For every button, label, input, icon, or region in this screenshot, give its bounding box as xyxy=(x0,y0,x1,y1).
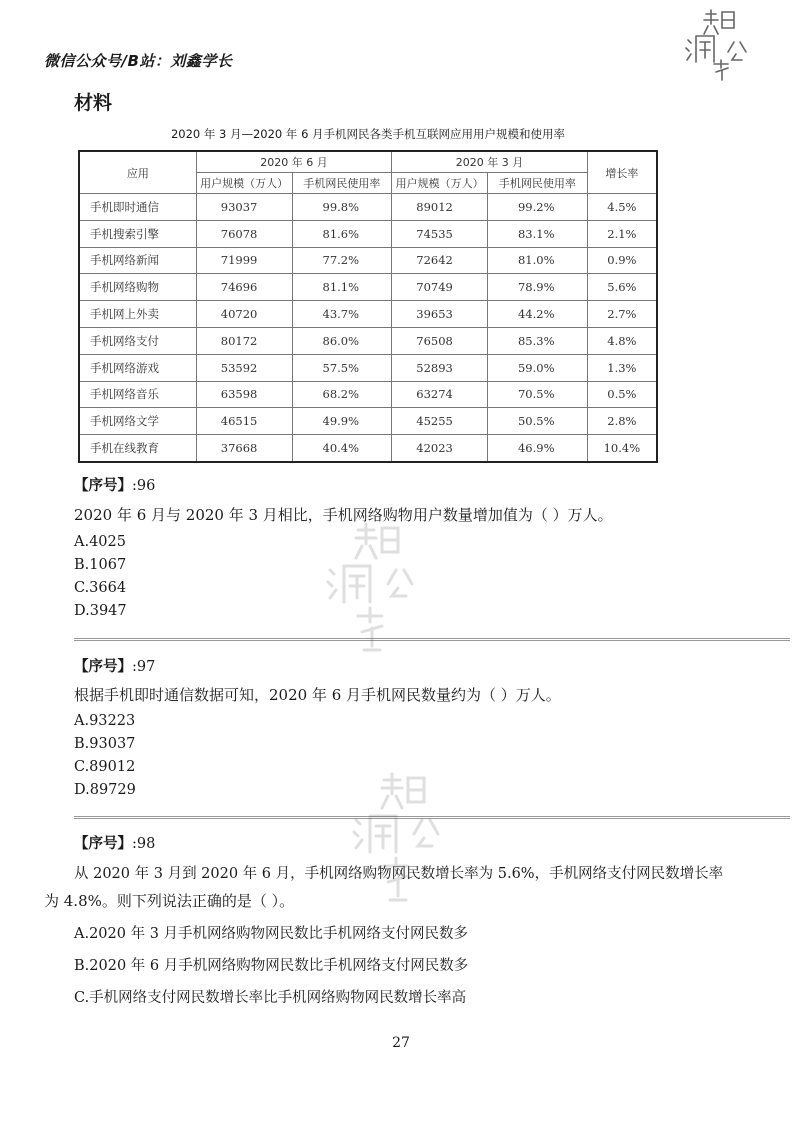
cell-mar-scale: 72642 xyxy=(392,247,488,274)
question-number: :96 xyxy=(132,478,156,494)
cell-app: 手机网络购物 xyxy=(79,274,196,301)
question-label xyxy=(74,474,155,495)
cell-jun-scale: 74696 xyxy=(196,274,292,301)
cell-mar-scale: 76508 xyxy=(392,327,488,354)
cell-app: 手机网络游戏 xyxy=(79,354,196,381)
cell-jun-rate: 77.2% xyxy=(292,247,392,274)
cell-mar-rate: 83.1% xyxy=(487,220,587,247)
cell-growth: 2.1% xyxy=(587,220,657,247)
cell-jun-rate: 57.5% xyxy=(292,354,392,381)
cell-app: 手机网络音乐 xyxy=(79,381,196,408)
cell-jun-rate: 81.6% xyxy=(292,220,392,247)
table-row xyxy=(79,408,657,435)
option-b[interactable]: B.93037 xyxy=(74,736,136,752)
question-text: 2020 年 6 月与 2020 年 3 月相比，手机网络购物用户数量增加值为（ ）万人。 xyxy=(74,506,613,524)
option-d[interactable]: D.89729 xyxy=(74,782,136,798)
option-b[interactable]: B.1067 xyxy=(74,557,127,573)
page-number: 27 xyxy=(392,1035,410,1051)
question-text-line2: 为 4.8%。则下列说法正确的是（ ）。 xyxy=(44,892,295,910)
question-text: 根据手机即时通信数据可知，2020 年 6 月手机网民数量约为（ ）万人。 xyxy=(74,686,561,704)
cell-mar-scale: 42023 xyxy=(392,435,488,462)
cell-mar-scale: 70749 xyxy=(392,274,488,301)
table-row xyxy=(79,381,657,408)
cell-jun-rate: 81.1% xyxy=(292,274,392,301)
watermark-icon xyxy=(318,520,428,670)
question-number: :97 xyxy=(132,659,156,675)
cell-jun-rate: 86.0% xyxy=(292,327,392,354)
cell-growth: 4.8% xyxy=(587,327,657,354)
cell-jun-scale: 53592 xyxy=(196,354,292,381)
cell-jun-scale: 80172 xyxy=(196,327,292,354)
cell-mar-scale: 63274 xyxy=(392,381,488,408)
option-a[interactable]: A.4025 xyxy=(74,534,126,550)
cell-jun-scale: 63598 xyxy=(196,381,292,408)
cell-growth: 4.5% xyxy=(587,194,657,221)
subheader-rate: 手机网民使用率 xyxy=(292,173,392,194)
publisher-logo xyxy=(678,6,768,82)
cell-jun-scale: 46515 xyxy=(196,408,292,435)
cell-app: 手机网络文学 xyxy=(79,408,196,435)
subheader-scale: 用户规模（万人） xyxy=(392,173,488,194)
option-a[interactable]: A.93223 xyxy=(74,713,136,729)
cell-mar-rate: 50.5% xyxy=(487,408,587,435)
header-jun-2020: 2020 年 6 月 xyxy=(196,151,391,173)
option-b[interactable]: B.2020 年 6 月手机网络购物网民数比手机网络支付网民数多 xyxy=(74,958,469,974)
cell-mar-rate: 78.9% xyxy=(487,274,587,301)
question-label-text: 【序号】 xyxy=(74,836,132,852)
cell-jun-scale: 71999 xyxy=(196,247,292,274)
cell-jun-rate: 68.2% xyxy=(292,381,392,408)
cell-jun-scale: 76078 xyxy=(196,220,292,247)
cell-mar-scale: 74535 xyxy=(392,220,488,247)
option-c[interactable]: C.89012 xyxy=(74,759,136,775)
cell-mar-scale: 39653 xyxy=(392,301,488,328)
cell-jun-rate: 43.7% xyxy=(292,301,392,328)
source-header: 微信公众号/B站：刘鑫学长 xyxy=(44,52,233,70)
cell-mar-rate: 44.2% xyxy=(487,301,587,328)
question-label-text: 【序号】 xyxy=(74,478,132,494)
cell-growth: 5.6% xyxy=(587,274,657,301)
table-row xyxy=(79,274,657,301)
table-row xyxy=(79,435,657,462)
table-row xyxy=(79,247,657,274)
cell-app: 手机搜索引擎 xyxy=(79,220,196,247)
cell-app: 手机在线教育 xyxy=(79,435,196,462)
table-row xyxy=(79,220,657,247)
cell-jun-rate: 40.4% xyxy=(292,435,392,462)
question-text-line1: 从 2020 年 3 月到 2020 年 6 月，手机网络购物网民数增长率为 5.6%，手机网络支付网民数增长率 xyxy=(74,866,724,882)
cell-jun-rate: 49.9% xyxy=(292,408,392,435)
table-title: 2020 年 3 月—2020 年 6 月手机网民各类手机互联网应用用户规模和使用率 xyxy=(170,127,566,141)
subheader-scale: 用户规模（万人） xyxy=(196,173,292,194)
question-number: :98 xyxy=(132,836,156,852)
material-label: 材料 xyxy=(74,92,113,114)
cell-growth: 2.8% xyxy=(587,408,657,435)
table-row xyxy=(79,194,657,221)
cell-mar-rate: 81.0% xyxy=(487,247,587,274)
cell-growth: 0.5% xyxy=(587,381,657,408)
question-label xyxy=(74,832,155,853)
header-mar-2020: 2020 年 3 月 xyxy=(392,151,587,173)
table-row xyxy=(79,301,657,328)
option-d[interactable]: D.3947 xyxy=(74,603,127,619)
cell-jun-scale: 93037 xyxy=(196,194,292,221)
option-c[interactable]: C.手机网络支付网民数增长率比手机网络购物网民数增长率高 xyxy=(74,990,467,1006)
subheader-rate: 手机网民使用率 xyxy=(487,173,587,194)
table-row xyxy=(79,354,657,381)
cell-app: 手机网上外卖 xyxy=(79,301,196,328)
cell-growth: 0.9% xyxy=(587,247,657,274)
cell-app: 手机网络支付 xyxy=(79,327,196,354)
question-label xyxy=(74,655,155,676)
cell-mar-rate: 59.0% xyxy=(487,354,587,381)
separator xyxy=(74,638,790,641)
table-row xyxy=(79,327,657,354)
cell-mar-rate: 70.5% xyxy=(487,381,587,408)
cell-mar-scale: 45255 xyxy=(392,408,488,435)
option-a[interactable]: A.2020 年 3 月手机网络购物网民数比手机网络支付网民数多 xyxy=(74,926,469,942)
cell-app: 手机即时通信 xyxy=(79,194,196,221)
cell-jun-rate: 99.8% xyxy=(292,194,392,221)
cell-growth: 10.4% xyxy=(587,435,657,462)
cell-mar-rate: 85.3% xyxy=(487,327,587,354)
cell-mar-rate: 99.2% xyxy=(487,194,587,221)
option-c[interactable]: C.3664 xyxy=(74,580,127,596)
question-label-text: 【序号】 xyxy=(74,659,132,675)
cell-app: 手机网络新闻 xyxy=(79,247,196,274)
cell-mar-rate: 46.9% xyxy=(487,435,587,462)
cell-jun-scale: 40720 xyxy=(196,301,292,328)
cell-growth: 2.7% xyxy=(587,301,657,328)
cell-mar-scale: 52893 xyxy=(392,354,488,381)
data-table xyxy=(78,150,658,463)
watermark-icon xyxy=(344,770,454,920)
header-growth: 增长率 xyxy=(587,151,657,194)
cell-growth: 1.3% xyxy=(587,354,657,381)
cell-mar-scale: 89012 xyxy=(392,194,488,221)
cell-jun-scale: 37668 xyxy=(196,435,292,462)
header-app: 应用 xyxy=(79,151,196,194)
